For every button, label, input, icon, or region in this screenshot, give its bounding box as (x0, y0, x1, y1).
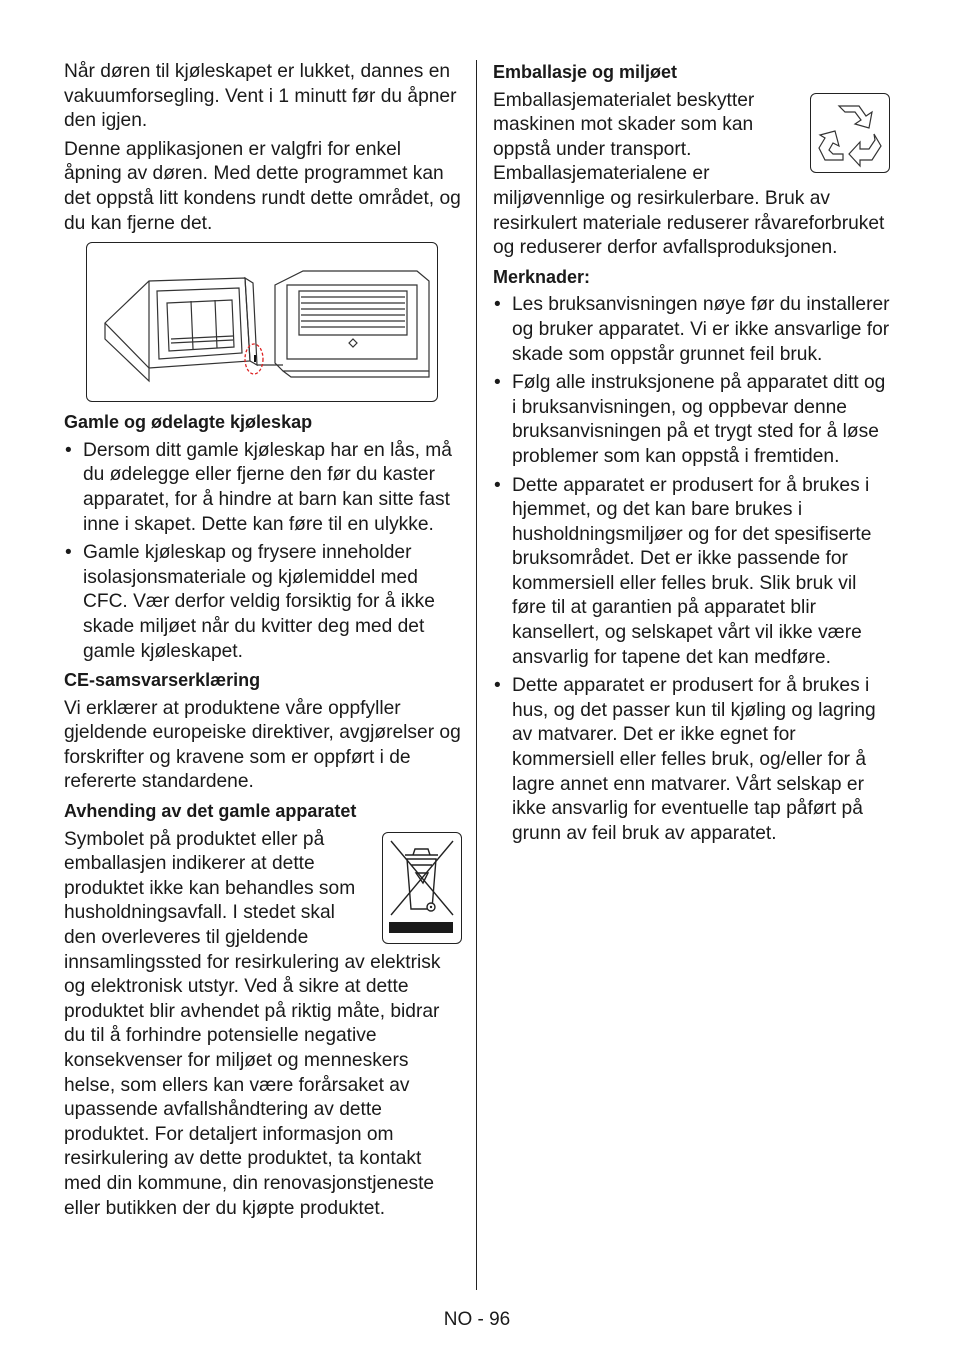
column-divider (476, 60, 477, 1290)
ce-text: Vi erklærer at produktene våre oppfyller gjeldende europeiske direktiver, avgjørelser og forskrifter og kravene som er oppført i de refererte standardene. (64, 697, 461, 793)
list-item: • Gamle kjøleskap og frysere inneholder isolasjonsmateriale og kjølemiddel med CFC. Vær derfor veldig forsiktig for å ikke skade miljøet når du kvitter deg med det gamle kjøleskapet. (64, 541, 462, 664)
open-fridge-door-illustration (87, 243, 437, 401)
packaging-heading: Emballasje og miljøet (493, 62, 678, 82)
notes-list (493, 293, 891, 846)
list-item: • Les bruksanvisningen nøye før du installerer og bruker apparatet. Vi er ikke ansvarlige for skade som oppstår grunnet feil bruk. (493, 293, 891, 367)
right-column (493, 60, 891, 850)
recycling-arrows-icon (811, 94, 888, 171)
packaging-text: Emballasjematerialet beskytter maskinen mot skader som kan oppstå under transport. Emballasjematerialene er miljøvennlige og resirkulerbare. Bruk av resirkulert materiale reduserer råvareforbruket og reduserer derfor avfallsproduksjonen. (493, 89, 885, 259)
ce-heading: CE-samsvarserklæring (64, 670, 261, 691)
recycling-symbol (810, 93, 890, 173)
notes-heading: Merknader: (493, 266, 591, 287)
list-item: • Dersom ditt gamle kjøleskap har en lås, må du ødelegge eller fjerne den før du kaster apparatet, for å hindre at barn kan sitte fast inne i skapet. Dette kan føre til en ulykke. (64, 439, 462, 537)
list-item: • Dette apparatet er produsert for å brukes i hjemmet, og det kan bare brukes i husholdningsmiljøer og for det spesifiserte bruksområdet. Det er ikke passende for kommersiell eller felles bruk. Slik bruk vil føre til at garantien på apparatet blir kansellert, og selskapet vårt vil ikke være ansvarlig for tapene det kan medføre. (493, 474, 891, 671)
old-fridges-list (64, 439, 462, 664)
intro-paragraph-1: Når døren til kjøleskapet er lukket, dannes en vakuumforsegling. Vent i 1 minutt før du åpner den igjen. (64, 61, 457, 132)
fridge-door-figure (86, 242, 438, 402)
disposal-text: Symbolet på produktet eller på emballasjen indikerer at dette produktet ikke kan behandles som husholdningsavfall. I stedet skal den overleveres til gjeldende innsamlingssted for resirkulering av elektrisk og elektronisk utstyr. Ved å sikre at dette produktet blir avhendet på riktig måte, bidrar du til å forhindre potensielle negative konsekvenser for miljøet og menneskers helse, som ellers kan være forårsaket av upassende avfallshåndtering av dette produktet. For detaljert informasjon om resirkulering av dette produktet, ta kontakt med din kommune, din renovasjonstjeneste eller butikken der du kjøpte produktet. (64, 828, 441, 1219)
disposal-heading: Avhending av det gamle apparatet (64, 801, 357, 822)
crossed-out-wheelie-bin-icon (383, 833, 460, 942)
old-fridges-heading: Gamle og ødelagte kjøleskap (64, 412, 313, 433)
left-column (64, 60, 462, 1225)
intro-paragraph-2: Denne applikasjonen er valgfri for enkel åpning av døren. Med dette programmet kan det oppstå litt kondens rundt dette området, og du kan fjerne det. (64, 138, 461, 234)
list-item: • Dette apparatet er produsert for å brukes i hus, og det passer kun til kjøling og lagring av matvarer. Det er ikke egnet for kommersiell eller felles bruk, og/eller for å lagre annet enn matvarer. Vårt selskap er ikke ansvarlig for eventuelle tap påført på grunn av feil bruk av apparatet. (493, 674, 891, 846)
list-item: • Følg alle instruksjonene på apparatet ditt og i bruksanvisningen, og oppbevar denne bruksanvisningen på et trygt sted for å løse problemer som kan oppstå i fremtiden. (493, 371, 891, 469)
weee-symbol (382, 832, 462, 944)
page-number: NO - 96 (443, 1309, 511, 1330)
